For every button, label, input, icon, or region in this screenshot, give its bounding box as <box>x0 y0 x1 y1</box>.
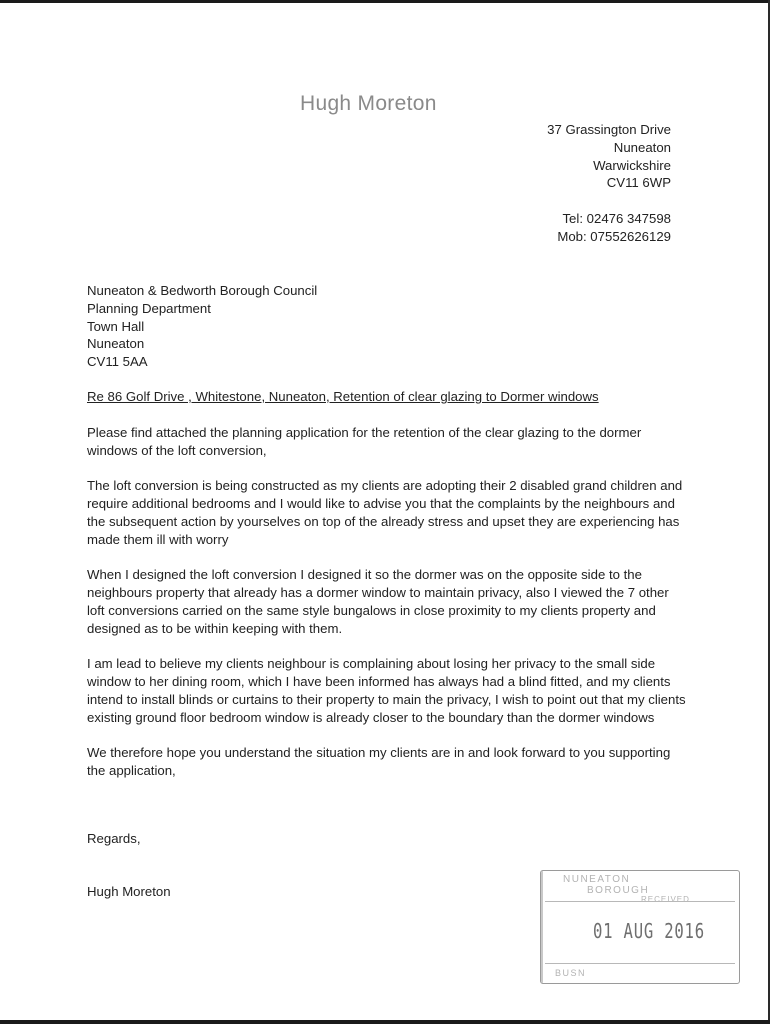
sender-address <box>547 121 671 192</box>
recipient-line: Planning Department <box>87 300 211 316</box>
stamp-borough-text: BOROUGH <box>587 885 650 896</box>
stamp-edge <box>541 871 543 983</box>
letter-body <box>87 424 687 798</box>
sender-address-line: CV11 6WP <box>606 175 671 191</box>
recipient-line: Nuneaton <box>87 336 145 352</box>
stamp-council-text: NUNEATON <box>563 874 631 885</box>
recipient-line: Nuneaton & Bedworth Borough Council <box>87 283 318 298</box>
sender-name: Hugh Moreton <box>300 92 437 115</box>
signature-name: Hugh Moreton <box>87 884 171 899</box>
body-paragraph: We therefore hope you understand the situation my clients are in and look forward to you supporting the application, <box>87 745 671 779</box>
body-paragraph: I am lead to believe my clients neighbour is complaining about losing her privacy to the small side window to her dining room, which I have been informed has always had a blind fitted, and my clients intend to install blinds or curtains to their property to main the privacy, I wish to point out that my clients existing ground floor bedroom window is already closer to the boundary than the dormer windows <box>87 656 686 725</box>
recipient-line: Town Hall <box>87 318 145 334</box>
scan-edge-top <box>0 0 770 3</box>
sender-address-line: 37 Grassington Drive <box>547 122 671 137</box>
sender-contact <box>557 210 671 246</box>
stamp-received-text: RECEIVED <box>641 895 690 904</box>
recipient-line: CV11 5AA <box>87 354 148 370</box>
body-paragraph: Please find attached the planning application for the retention of the clear glazing to the dormer windows of the loft conversion, <box>87 425 642 458</box>
stamp-rule-bottom <box>545 963 735 964</box>
sender-address-line: Warwickshire <box>593 157 671 173</box>
closing: Regards, <box>87 831 141 846</box>
stamp-footer-text: BUSN <box>555 968 587 978</box>
stamp-date: 01 AUG 2016 <box>593 919 705 943</box>
sender-address-line: Nuneaton <box>613 139 671 155</box>
body-paragraph: The loft conversion is being constructed as my clients are adopting their 2 disabled grand children and require additional bedrooms and I would like to advise you that the complaints by the neighbours and the subsequent action by yourselves on top of the already stress and upset they are experiencing has made them ill with worry <box>87 478 683 547</box>
stamp-rule-top <box>545 901 735 902</box>
sender-tel: Tel: 02476 347598 <box>562 211 671 226</box>
subject-line: Re 86 Golf Drive , Whitestone, Nuneaton, Retention of clear glazing to Dormer windows <box>87 389 599 404</box>
received-stamp <box>540 870 740 984</box>
body-paragraph: When I designed the loft conversion I designed it so the dormer was on the opposite side to the neighbours property that already has a dormer window to maintain privacy, also I viewed the 7 other loft conversions carried on the same style bungalows in close proximity to my clients property and designed as to be within keeping with them. <box>87 567 669 636</box>
scan-edge-bottom <box>0 1020 770 1024</box>
sender-mob: Mob: 07552626129 <box>557 228 671 244</box>
recipient-address <box>87 282 317 371</box>
